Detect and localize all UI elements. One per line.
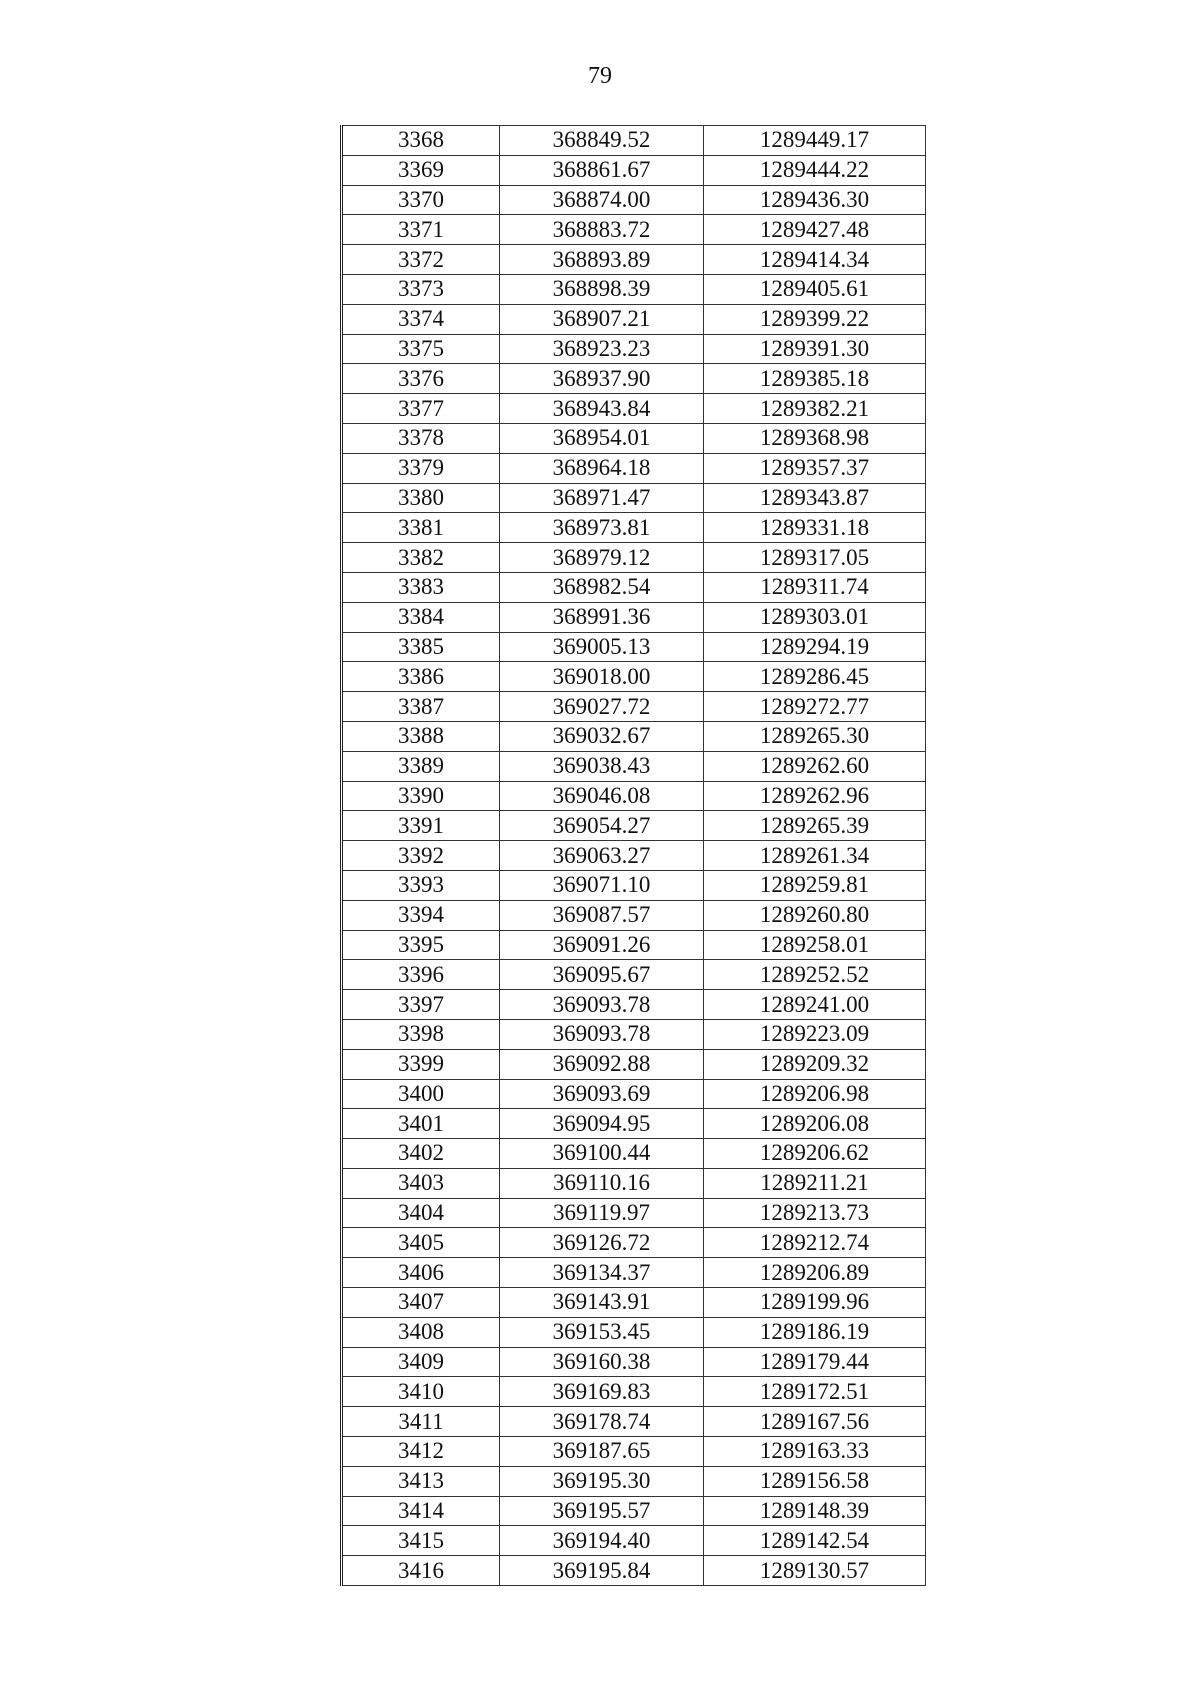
x-coordinate-cell: 369038.43 — [500, 751, 704, 781]
point-number-cell: 3387 — [342, 692, 500, 722]
table-row — [342, 572, 926, 602]
point-number-cell: 3409 — [342, 1347, 500, 1377]
x-coordinate-cell: 368861.67 — [500, 155, 704, 185]
table-row — [342, 692, 926, 722]
x-coordinate-cell: 369195.57 — [500, 1496, 704, 1526]
x-coordinate-cell: 368971.47 — [500, 483, 704, 513]
x-coordinate-cell: 368982.54 — [500, 572, 704, 602]
x-coordinate-cell: 368954.01 — [500, 423, 704, 453]
y-coordinate-cell: 1289260.80 — [704, 900, 926, 930]
point-number-cell: 3389 — [342, 751, 500, 781]
x-coordinate-cell: 368973.81 — [500, 513, 704, 543]
x-coordinate-cell: 369134.37 — [500, 1258, 704, 1288]
point-number-cell: 3392 — [342, 841, 500, 871]
table-row — [342, 155, 926, 185]
y-coordinate-cell: 1289303.01 — [704, 602, 926, 632]
y-coordinate-cell: 1289414.34 — [704, 245, 926, 275]
table-row — [342, 1049, 926, 1079]
point-number-cell: 3406 — [342, 1258, 500, 1288]
table-row — [342, 1168, 926, 1198]
point-number-cell: 3402 — [342, 1139, 500, 1169]
x-coordinate-cell: 368943.84 — [500, 394, 704, 424]
table-row — [342, 721, 926, 751]
point-number-cell: 3379 — [342, 453, 500, 483]
y-coordinate-cell: 1289209.32 — [704, 1049, 926, 1079]
table-row — [342, 1526, 926, 1556]
point-number-cell: 3377 — [342, 394, 500, 424]
table-row — [342, 423, 926, 453]
y-coordinate-cell: 1289368.98 — [704, 423, 926, 453]
y-coordinate-cell: 1289179.44 — [704, 1347, 926, 1377]
table-row — [342, 513, 926, 543]
x-coordinate-cell: 369093.78 — [500, 1019, 704, 1049]
y-coordinate-cell: 1289399.22 — [704, 304, 926, 334]
x-coordinate-cell: 368898.39 — [500, 274, 704, 304]
x-coordinate-cell: 369091.26 — [500, 930, 704, 960]
y-coordinate-cell: 1289252.52 — [704, 960, 926, 990]
table-row — [342, 394, 926, 424]
table-row — [342, 1109, 926, 1139]
x-coordinate-cell: 369032.67 — [500, 721, 704, 751]
point-number-cell: 3412 — [342, 1437, 500, 1467]
x-coordinate-cell: 368937.90 — [500, 364, 704, 394]
x-coordinate-cell: 368874.00 — [500, 185, 704, 215]
table-row — [342, 1466, 926, 1496]
y-coordinate-cell: 1289142.54 — [704, 1526, 926, 1556]
table-row — [342, 364, 926, 394]
point-number-cell: 3404 — [342, 1198, 500, 1228]
point-number-cell: 3407 — [342, 1288, 500, 1318]
y-coordinate-cell: 1289343.87 — [704, 483, 926, 513]
point-number-cell: 3372 — [342, 245, 500, 275]
table-row — [342, 126, 926, 156]
table-row — [342, 245, 926, 275]
table-row — [342, 1079, 926, 1109]
table-row — [342, 751, 926, 781]
x-coordinate-cell: 369169.83 — [500, 1377, 704, 1407]
point-number-cell: 3388 — [342, 721, 500, 751]
x-coordinate-cell: 369100.44 — [500, 1139, 704, 1169]
y-coordinate-cell: 1289382.21 — [704, 394, 926, 424]
x-coordinate-cell: 368964.18 — [500, 453, 704, 483]
table-row — [342, 1377, 926, 1407]
x-coordinate-cell: 369093.78 — [500, 990, 704, 1020]
point-number-cell: 3376 — [342, 364, 500, 394]
table-row — [342, 1139, 926, 1169]
x-coordinate-cell: 369054.27 — [500, 811, 704, 841]
y-coordinate-cell: 1289156.58 — [704, 1466, 926, 1496]
y-coordinate-cell: 1289391.30 — [704, 334, 926, 364]
page-number: 79 — [588, 63, 612, 89]
table-row — [342, 870, 926, 900]
y-coordinate-cell: 1289311.74 — [704, 572, 926, 602]
point-number-cell: 3390 — [342, 781, 500, 811]
point-number-cell: 3374 — [342, 304, 500, 334]
point-number-cell: 3396 — [342, 960, 500, 990]
table-row — [342, 1317, 926, 1347]
point-number-cell: 3373 — [342, 274, 500, 304]
y-coordinate-cell: 1289206.89 — [704, 1258, 926, 1288]
coordinates-table — [340, 125, 926, 1586]
y-coordinate-cell: 1289449.17 — [704, 126, 926, 156]
y-coordinate-cell: 1289265.30 — [704, 721, 926, 751]
y-coordinate-cell: 1289272.77 — [704, 692, 926, 722]
point-number-cell: 3369 — [342, 155, 500, 185]
y-coordinate-cell: 1289258.01 — [704, 930, 926, 960]
x-coordinate-cell: 369153.45 — [500, 1317, 704, 1347]
x-coordinate-cell: 369195.30 — [500, 1466, 704, 1496]
x-coordinate-cell: 369194.40 — [500, 1526, 704, 1556]
x-coordinate-cell: 369018.00 — [500, 662, 704, 692]
x-coordinate-cell: 369143.91 — [500, 1288, 704, 1318]
point-number-cell: 3399 — [342, 1049, 500, 1079]
x-coordinate-cell: 368907.21 — [500, 304, 704, 334]
x-coordinate-cell: 369005.13 — [500, 632, 704, 662]
table-row — [342, 1347, 926, 1377]
y-coordinate-cell: 1289163.33 — [704, 1437, 926, 1467]
x-coordinate-cell: 369094.95 — [500, 1109, 704, 1139]
y-coordinate-cell: 1289241.00 — [704, 990, 926, 1020]
table-row — [342, 1437, 926, 1467]
point-number-cell: 3401 — [342, 1109, 500, 1139]
x-coordinate-cell: 369126.72 — [500, 1228, 704, 1258]
y-coordinate-cell: 1289206.62 — [704, 1139, 926, 1169]
table-row — [342, 274, 926, 304]
point-number-cell: 3381 — [342, 513, 500, 543]
table-row — [342, 304, 926, 334]
table-row — [342, 930, 926, 960]
y-coordinate-cell: 1289405.61 — [704, 274, 926, 304]
point-number-cell: 3405 — [342, 1228, 500, 1258]
point-number-cell: 3416 — [342, 1556, 500, 1586]
point-number-cell: 3368 — [342, 126, 500, 156]
table-row — [342, 1288, 926, 1318]
x-coordinate-cell: 369160.38 — [500, 1347, 704, 1377]
point-number-cell: 3394 — [342, 900, 500, 930]
y-coordinate-cell: 1289261.34 — [704, 841, 926, 871]
table-row — [342, 1496, 926, 1526]
table-row — [342, 960, 926, 990]
point-number-cell: 3375 — [342, 334, 500, 364]
table-row — [342, 811, 926, 841]
y-coordinate-cell: 1289206.08 — [704, 1109, 926, 1139]
x-coordinate-cell: 368923.23 — [500, 334, 704, 364]
x-coordinate-cell: 369119.97 — [500, 1198, 704, 1228]
y-coordinate-cell: 1289262.60 — [704, 751, 926, 781]
x-coordinate-cell: 368849.52 — [500, 126, 704, 156]
point-number-cell: 3385 — [342, 632, 500, 662]
table-row — [342, 215, 926, 245]
x-coordinate-cell: 369187.65 — [500, 1437, 704, 1467]
y-coordinate-cell: 1289259.81 — [704, 870, 926, 900]
y-coordinate-cell: 1289199.96 — [704, 1288, 926, 1318]
point-number-cell: 3391 — [342, 811, 500, 841]
x-coordinate-cell: 369027.72 — [500, 692, 704, 722]
table-row — [342, 990, 926, 1020]
table-body — [342, 126, 926, 1586]
y-coordinate-cell: 1289206.98 — [704, 1079, 926, 1109]
y-coordinate-cell: 1289212.74 — [704, 1228, 926, 1258]
x-coordinate-cell: 369093.69 — [500, 1079, 704, 1109]
point-number-cell: 3386 — [342, 662, 500, 692]
table-row — [342, 1258, 926, 1288]
x-coordinate-cell: 368893.89 — [500, 245, 704, 275]
point-number-cell: 3410 — [342, 1377, 500, 1407]
table-row — [342, 841, 926, 871]
table-row — [342, 602, 926, 632]
point-number-cell: 3398 — [342, 1019, 500, 1049]
y-coordinate-cell: 1289331.18 — [704, 513, 926, 543]
x-coordinate-cell: 369046.08 — [500, 781, 704, 811]
table-row — [342, 453, 926, 483]
point-number-cell: 3397 — [342, 990, 500, 1020]
y-coordinate-cell: 1289286.45 — [704, 662, 926, 692]
table-row — [342, 781, 926, 811]
y-coordinate-cell: 1289294.19 — [704, 632, 926, 662]
x-coordinate-cell: 369178.74 — [500, 1407, 704, 1437]
y-coordinate-cell: 1289436.30 — [704, 185, 926, 215]
x-coordinate-cell: 369087.57 — [500, 900, 704, 930]
table-row — [342, 1228, 926, 1258]
table-row — [342, 1407, 926, 1437]
y-coordinate-cell: 1289223.09 — [704, 1019, 926, 1049]
y-coordinate-cell: 1289265.39 — [704, 811, 926, 841]
point-number-cell: 3414 — [342, 1496, 500, 1526]
point-number-cell: 3400 — [342, 1079, 500, 1109]
point-number-cell: 3413 — [342, 1466, 500, 1496]
point-number-cell: 3378 — [342, 423, 500, 453]
point-number-cell: 3371 — [342, 215, 500, 245]
x-coordinate-cell: 369195.84 — [500, 1556, 704, 1586]
x-coordinate-cell: 369063.27 — [500, 841, 704, 871]
table-row — [342, 1198, 926, 1228]
y-coordinate-cell: 1289213.73 — [704, 1198, 926, 1228]
y-coordinate-cell: 1289186.19 — [704, 1317, 926, 1347]
y-coordinate-cell: 1289172.51 — [704, 1377, 926, 1407]
y-coordinate-cell: 1289130.57 — [704, 1556, 926, 1586]
x-coordinate-cell: 369071.10 — [500, 870, 704, 900]
table-row — [342, 334, 926, 364]
point-number-cell: 3403 — [342, 1168, 500, 1198]
point-number-cell: 3408 — [342, 1317, 500, 1347]
table-row — [342, 900, 926, 930]
table-row — [342, 632, 926, 662]
y-coordinate-cell: 1289167.56 — [704, 1407, 926, 1437]
y-coordinate-cell: 1289357.37 — [704, 453, 926, 483]
point-number-cell: 3383 — [342, 572, 500, 602]
table-row — [342, 543, 926, 573]
y-coordinate-cell: 1289427.48 — [704, 215, 926, 245]
table-row — [342, 662, 926, 692]
y-coordinate-cell: 1289444.22 — [704, 155, 926, 185]
point-number-cell: 3395 — [342, 930, 500, 960]
y-coordinate-cell: 1289262.96 — [704, 781, 926, 811]
point-number-cell: 3415 — [342, 1526, 500, 1556]
y-coordinate-cell: 1289317.05 — [704, 543, 926, 573]
x-coordinate-cell: 368979.12 — [500, 543, 704, 573]
table-row — [342, 483, 926, 513]
point-number-cell: 3382 — [342, 543, 500, 573]
point-number-cell: 3380 — [342, 483, 500, 513]
point-number-cell: 3370 — [342, 185, 500, 215]
x-coordinate-cell: 369110.16 — [500, 1168, 704, 1198]
table-row — [342, 1019, 926, 1049]
y-coordinate-cell: 1289211.21 — [704, 1168, 926, 1198]
x-coordinate-cell: 368991.36 — [500, 602, 704, 632]
table-row — [342, 185, 926, 215]
y-coordinate-cell: 1289148.39 — [704, 1496, 926, 1526]
table-row — [342, 1556, 926, 1586]
point-number-cell: 3411 — [342, 1407, 500, 1437]
x-coordinate-cell: 368883.72 — [500, 215, 704, 245]
x-coordinate-cell: 369092.88 — [500, 1049, 704, 1079]
y-coordinate-cell: 1289385.18 — [704, 364, 926, 394]
point-number-cell: 3384 — [342, 602, 500, 632]
point-number-cell: 3393 — [342, 870, 500, 900]
x-coordinate-cell: 369095.67 — [500, 960, 704, 990]
